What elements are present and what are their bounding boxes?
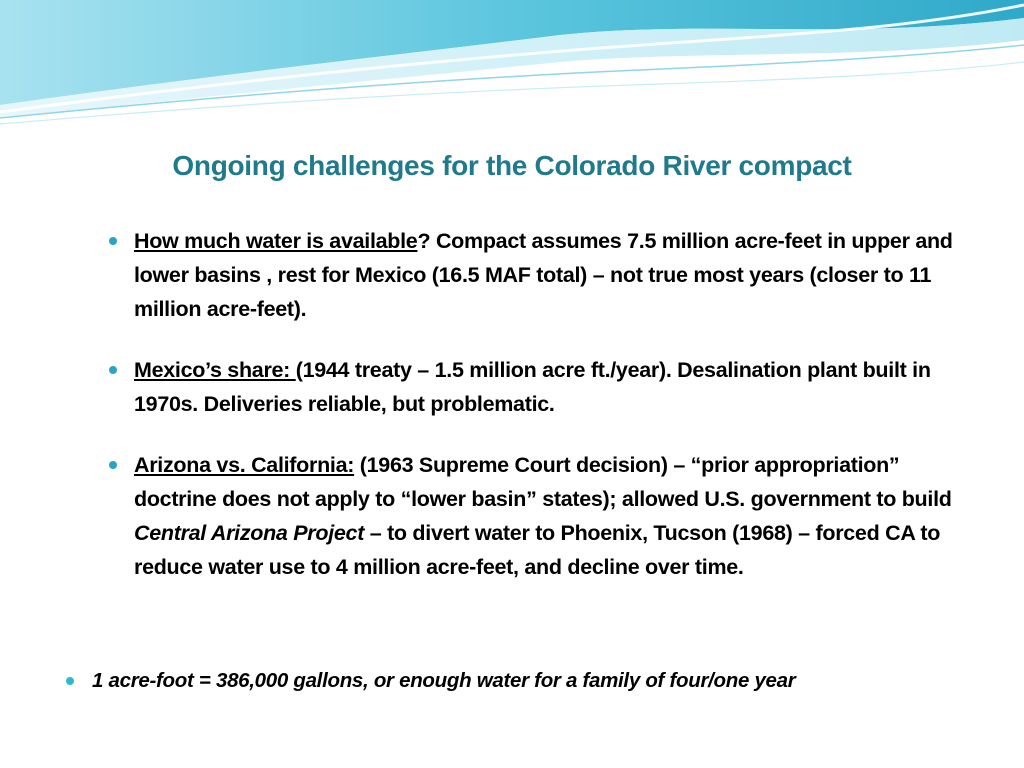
slide-title: Ongoing challenges for the Colorado River compact	[172, 150, 852, 181]
bullet-list	[105, 224, 975, 611]
bullet-dot-icon	[66, 677, 74, 685]
bullet-dot-icon	[109, 366, 117, 374]
bullet-mexico-share	[105, 353, 975, 421]
bullet-water-availability	[105, 224, 975, 326]
bullet-text: (1944 treaty – 1.5 million acre ft./year). Desalination plant built in 1970s. Deliveries reliable, but problematic.	[134, 358, 931, 416]
footnote	[62, 664, 1024, 698]
header-wave-decoration	[0, 0, 1024, 130]
bullet-heading: How much water is available	[134, 229, 418, 253]
bullet-heading: Mexico’s share:	[134, 358, 296, 382]
bullet-text: ? Compact assumes 7.5 million acre-feet in upper and lower basins , rest for Mexico (16.5 MAF total) – not true most years (closer to 11 million acre-feet).	[134, 229, 953, 321]
bullet-arizona-vs-california	[105, 448, 975, 584]
bullet-dot-icon	[109, 461, 117, 469]
bullet-text: (1963 Supreme Court decision) – “prior appropriation” doctrine does not apply to “lower basin” states); allowed U.S. government to build	[134, 453, 952, 511]
bullet-dot-icon	[109, 237, 117, 245]
bullet-emphasis: Central Arizona Project	[134, 521, 365, 545]
bullet-heading: Arizona vs. California:	[134, 453, 355, 477]
footnote-text: 1 acre-foot = 386,000 gallons, or enough water for a family of four/one year	[92, 669, 796, 692]
bullet-text-continued: – to divert water to Phoenix, Tucson (1968) – forced CA to reduce water use to 4 million acre-feet, and decline over time.	[134, 521, 941, 579]
